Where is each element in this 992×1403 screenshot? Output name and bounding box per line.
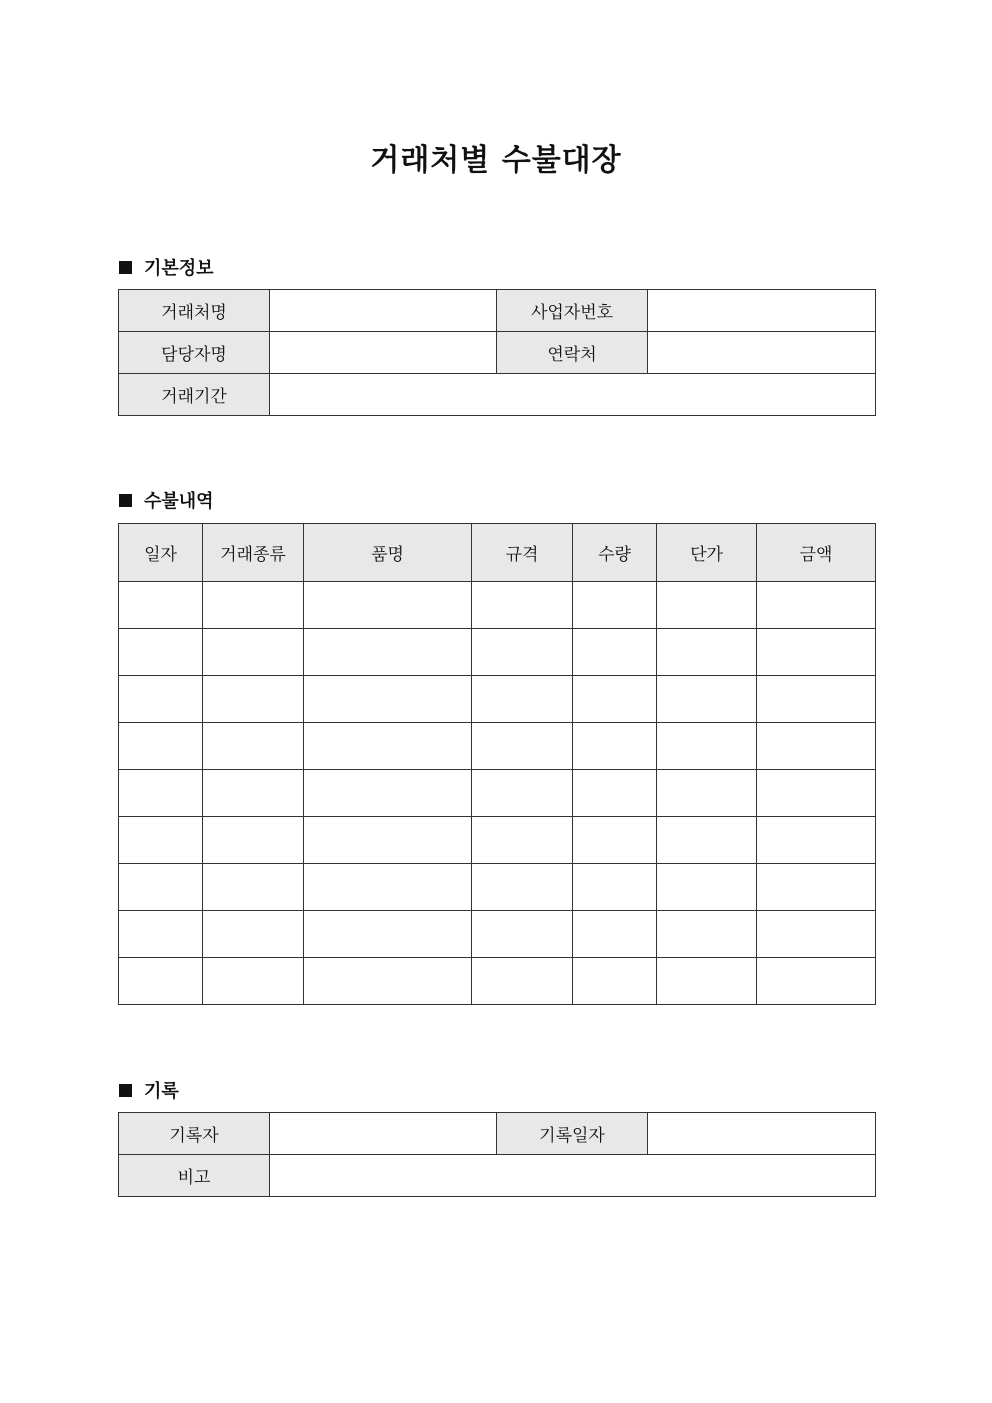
period-label: 거래기간	[119, 374, 270, 416]
table-row	[119, 817, 876, 864]
table-cell[interactable]	[472, 817, 573, 864]
table-cell[interactable]	[657, 911, 757, 958]
table-row	[119, 958, 876, 1005]
basic-info-table	[118, 289, 876, 416]
column-header: 규격	[472, 524, 573, 582]
table-cell[interactable]	[757, 676, 876, 723]
table-cell[interactable]	[657, 958, 757, 1005]
table-cell[interactable]	[203, 911, 304, 958]
table-row	[119, 676, 876, 723]
table-cell[interactable]	[203, 629, 304, 676]
table-cell[interactable]	[573, 864, 657, 911]
table-cell[interactable]	[304, 958, 472, 1005]
table-cell[interactable]	[757, 723, 876, 770]
table-header-row	[119, 524, 876, 582]
table-cell[interactable]	[573, 629, 657, 676]
table-cell[interactable]	[573, 911, 657, 958]
table-cell[interactable]	[304, 911, 472, 958]
section-heading-basic	[119, 254, 214, 280]
period-field[interactable]	[270, 374, 876, 416]
table-cell[interactable]	[304, 629, 472, 676]
table-row	[119, 582, 876, 629]
remarks-field[interactable]	[270, 1155, 876, 1197]
flow-table	[118, 523, 876, 1005]
table-cell[interactable]	[573, 817, 657, 864]
table-cell[interactable]	[573, 582, 657, 629]
table-row	[119, 290, 876, 332]
page-title: 거래처별 수불대장	[370, 143, 622, 178]
table-cell[interactable]	[119, 911, 203, 958]
section-heading-record	[119, 1077, 179, 1103]
table-cell[interactable]	[119, 817, 203, 864]
table-cell[interactable]	[657, 817, 757, 864]
table-cell[interactable]	[657, 676, 757, 723]
table-cell[interactable]	[203, 817, 304, 864]
table-cell[interactable]	[757, 911, 876, 958]
table-cell[interactable]	[304, 770, 472, 817]
client-name-field[interactable]	[270, 290, 497, 332]
table-cell[interactable]	[573, 770, 657, 817]
table-cell[interactable]	[472, 958, 573, 1005]
table-cell[interactable]	[657, 629, 757, 676]
table-row	[119, 723, 876, 770]
table-cell[interactable]	[573, 676, 657, 723]
column-header: 단가	[657, 524, 757, 582]
table-row	[119, 911, 876, 958]
table-cell[interactable]	[573, 723, 657, 770]
record-date-field[interactable]	[648, 1113, 876, 1155]
table-cell[interactable]	[757, 817, 876, 864]
recorder-label: 기록자	[119, 1113, 270, 1155]
table-cell[interactable]	[304, 676, 472, 723]
table-cell[interactable]	[119, 958, 203, 1005]
section-title: 기본정보	[144, 258, 214, 279]
table-cell[interactable]	[304, 864, 472, 911]
flow-table-body	[119, 582, 876, 1005]
table-row	[119, 1113, 876, 1155]
table-cell[interactable]	[203, 770, 304, 817]
table-cell[interactable]	[757, 864, 876, 911]
square-bullet-icon	[119, 494, 132, 507]
column-header: 수량	[573, 524, 657, 582]
remarks-label: 비고	[119, 1155, 270, 1197]
table-cell[interactable]	[472, 629, 573, 676]
table-cell[interactable]	[119, 676, 203, 723]
square-bullet-icon	[119, 1084, 132, 1097]
recorder-field[interactable]	[270, 1113, 497, 1155]
table-row	[119, 864, 876, 911]
table-cell[interactable]	[304, 723, 472, 770]
table-cell[interactable]	[472, 676, 573, 723]
table-cell[interactable]	[657, 723, 757, 770]
table-cell[interactable]	[203, 676, 304, 723]
table-cell[interactable]	[119, 582, 203, 629]
business-no-field[interactable]	[648, 290, 876, 332]
record-table	[118, 1112, 876, 1197]
section-title: 기록	[144, 1081, 179, 1102]
table-cell[interactable]	[472, 911, 573, 958]
table-cell[interactable]	[472, 582, 573, 629]
contact-field[interactable]	[648, 332, 876, 374]
column-header: 품명	[304, 524, 472, 582]
table-row	[119, 629, 876, 676]
table-cell[interactable]	[657, 582, 757, 629]
table-cell[interactable]	[203, 958, 304, 1005]
table-cell[interactable]	[657, 864, 757, 911]
manager-label: 담당자명	[119, 332, 270, 374]
section-title: 수불내역	[144, 491, 214, 512]
manager-field[interactable]	[270, 332, 497, 374]
table-cell[interactable]	[757, 770, 876, 817]
column-header: 거래종류	[203, 524, 304, 582]
table-cell[interactable]	[573, 958, 657, 1005]
table-cell[interactable]	[203, 723, 304, 770]
table-cell[interactable]	[203, 582, 304, 629]
table-cell[interactable]	[304, 582, 472, 629]
table-cell[interactable]	[472, 770, 573, 817]
table-row	[119, 374, 876, 416]
table-row	[119, 332, 876, 374]
table-row	[119, 1155, 876, 1197]
column-header: 금액	[757, 524, 876, 582]
table-cell[interactable]	[757, 582, 876, 629]
table-row	[119, 770, 876, 817]
table-cell[interactable]	[472, 723, 573, 770]
table-cell[interactable]	[119, 864, 203, 911]
business-no-label: 사업자번호	[497, 290, 648, 332]
table-cell[interactable]	[757, 958, 876, 1005]
square-bullet-icon	[119, 261, 132, 274]
table-cell[interactable]	[472, 864, 573, 911]
table-cell[interactable]	[657, 770, 757, 817]
client-name-label: 거래처명	[119, 290, 270, 332]
record-date-label: 기록일자	[497, 1113, 648, 1155]
table-cell[interactable]	[757, 629, 876, 676]
column-header: 일자	[119, 524, 203, 582]
table-cell[interactable]	[119, 723, 203, 770]
contact-label: 연락처	[497, 332, 648, 374]
table-cell[interactable]	[119, 770, 203, 817]
section-heading-flow	[119, 487, 214, 513]
table-cell[interactable]	[119, 629, 203, 676]
table-cell[interactable]	[203, 864, 304, 911]
table-cell[interactable]	[304, 817, 472, 864]
